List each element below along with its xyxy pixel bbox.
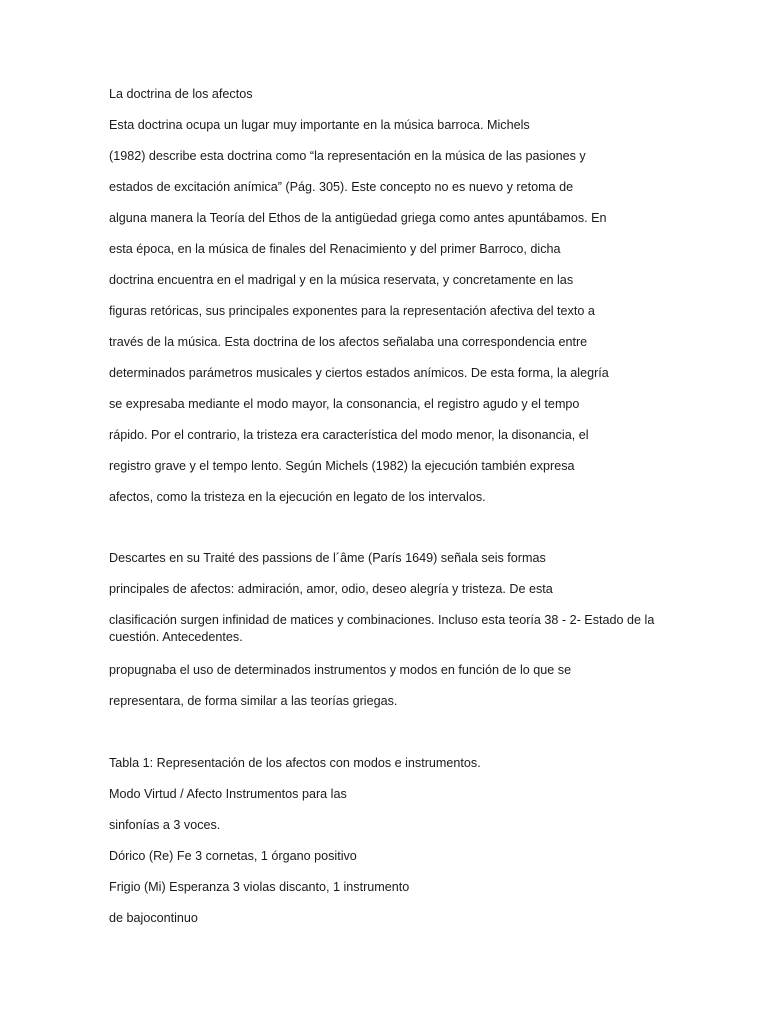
table-line: Frigio (Mi) Esperanza 3 violas discanto, 1 instrumento <box>109 880 410 894</box>
paragraph-1-line-3: estados de excitación anímica” (Pág. 305). Este concepto no es nuevo y retoma de <box>109 180 574 194</box>
paragraph-2-line-4: propugnaba el uso de determinados instrumentos y modos en función de lo que se <box>109 663 572 677</box>
paragraph-1-line-10: se expresaba mediante el modo mayor, la consonancia, el registro agudo y el tempo <box>109 397 580 411</box>
table-line: Dórico (Re) Fe 3 cornetas, 1 órgano positivo <box>109 849 357 863</box>
table-line: Modo Virtud / Afecto Instrumentos para las <box>109 787 347 801</box>
paragraph-1-line-11: rápido. Por el contrario, la tristeza era característica del modo menor, la disonancia, el <box>109 428 589 442</box>
paragraph-1-line-6: doctrina encuentra en el madrigal y en la música reservata, y concretamente en las <box>109 273 574 287</box>
paragraph-2-line-3: clasificación surgen infinidad de matices y combinaciones. Incluso esta teoría 38 - 2- Estado de la cuestión. Antecedentes. <box>109 613 655 644</box>
table-line: sinfonías a 3 voces. <box>109 818 221 832</box>
paragraph-1-line-2: (1982) describe esta doctrina como “la representación en la música de las pasiones y <box>109 149 586 163</box>
paragraph-1-line-1: Esta doctrina ocupa un lugar muy importante en la música barroca. Michels <box>109 118 530 132</box>
paragraph-1-line-12: registro grave y el tempo lento. Según Michels (1982) la ejecución también expresa <box>109 459 575 473</box>
paragraph-1-line-9: determinados parámetros musicales y ciertos estados anímicos. De esta forma, la alegría <box>109 366 609 380</box>
paragraph-1-line-4: alguna manera la Teoría del Ethos de la antigüedad griega como antes apuntábamos. En <box>109 211 607 225</box>
table-line: de bajocontinuo <box>109 911 198 925</box>
paragraph-2-line-5: representara, de forma similar a las teorías griegas. <box>109 694 398 708</box>
paragraph-1-line-7: figuras retóricas, sus principales exponentes para la representación afectiva del texto a <box>109 304 595 318</box>
paragraph-2-line-1: Descartes en su Traité des passions de l´âme (París 1649) señala seis formas <box>109 551 546 565</box>
table-caption: Tabla 1: Representación de los afectos con modos e instrumentos. <box>109 756 481 770</box>
paragraph-1-line-5: esta época, en la música de finales del Renacimiento y del primer Barroco, dicha <box>109 242 561 256</box>
paragraph-2-line-2: principales de afectos: admiración, amor, odio, deseo alegría y tristeza. De esta <box>109 582 553 596</box>
document-title: La doctrina de los afectos <box>109 87 253 101</box>
paragraph-1-line-13: afectos, como la tristeza en la ejecución en legato de los intervalos. <box>109 490 486 504</box>
paragraph-1-line-8: través de la música. Esta doctrina de los afectos señalaba una correspondencia entre <box>109 335 588 349</box>
